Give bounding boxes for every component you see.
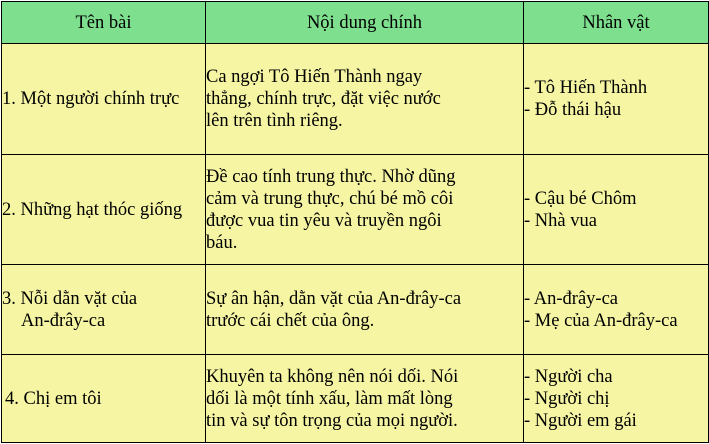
character-item: - Người em gái — [524, 410, 637, 431]
lesson-name: 3. Nỗi dằn vặt của — [2, 288, 138, 309]
characters-cell — [524, 155, 709, 265]
characters-cell — [524, 44, 709, 155]
character-item: - Người chị — [524, 388, 610, 409]
content-line: trước cái chết của ông. — [206, 310, 375, 331]
content-cell — [206, 44, 524, 155]
table-row — [2, 44, 709, 155]
header-main-content: Nội dung chính — [206, 2, 524, 44]
content-line: được vua tin yêu và truyền ngôi — [206, 210, 442, 231]
content-line: Khuyên ta không nên nói dối. Nói — [206, 366, 459, 387]
content-line: Đề cao tính trung thực. Nhờ dũng — [206, 166, 456, 187]
character-item: - Nhà vua — [524, 210, 597, 231]
character-item: - An-đrây-ca — [524, 288, 618, 309]
character-item: - Cậu bé Chôm — [524, 188, 637, 209]
lesson-name-cell — [2, 265, 206, 355]
lesson-summary-table — [1, 1, 709, 443]
content-line: lên trên tình riêng. — [206, 111, 343, 131]
character-item: - Tô Hiến Thành — [524, 78, 648, 98]
table-row — [2, 155, 709, 265]
table-row — [2, 265, 709, 355]
lesson-name: 4. Chị em tôi — [5, 388, 102, 409]
character-item: - Mẹ của An-đrây-ca — [524, 310, 678, 331]
content-cell — [206, 155, 524, 265]
content-line: tin và sự tôn trọng của mọi người. — [206, 410, 458, 431]
lesson-name-cell — [2, 355, 206, 443]
lesson-name-cell — [2, 44, 206, 155]
content-line: Sự ân hận, dằn vặt của An-đrây-ca — [206, 288, 462, 309]
lesson-name-cell — [2, 155, 206, 265]
table-row — [2, 355, 709, 443]
content-line: cảm và trung thực, chú bé mồ côi — [206, 188, 454, 209]
content-cell — [206, 265, 524, 355]
content-line: Ca ngợi Tô Hiến Thành ngay — [206, 67, 423, 87]
lesson-name: 2. Những hạt thóc giống — [2, 199, 183, 220]
header-characters: Nhân vật — [524, 2, 709, 44]
characters-cell — [524, 355, 709, 443]
lesson-name-continuation: An-đrây-ca — [21, 310, 106, 331]
lesson-name: 1. Một người chính trực — [2, 89, 180, 109]
content-line: dối là một tính xấu, làm mất lòng — [206, 388, 453, 409]
content-line: báu. — [206, 232, 238, 253]
character-item: - Người cha — [524, 366, 613, 387]
content-cell — [206, 355, 524, 443]
characters-cell — [524, 265, 709, 355]
character-item: - Đỗ thái hậu — [524, 100, 622, 120]
content-line: thẳng, chính trực, đặt việc nước — [206, 89, 441, 109]
header-lesson-name: Tên bài — [2, 2, 206, 44]
header-row — [2, 2, 709, 44]
